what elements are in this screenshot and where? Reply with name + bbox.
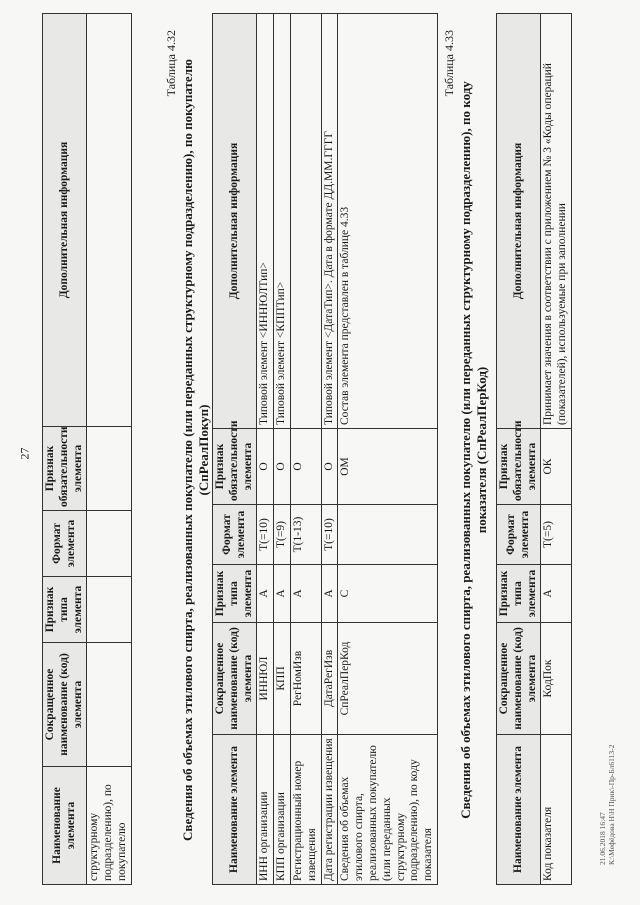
table-cell: ОК <box>541 429 572 505</box>
table-cell: А <box>321 565 338 623</box>
table-cell: О <box>290 429 321 505</box>
table-cell <box>338 505 438 565</box>
table-cell: КПП организации <box>274 735 291 885</box>
table-cell <box>87 577 131 643</box>
col-header: Сокращенное наименование (код) элемента <box>497 623 541 735</box>
table-cell: А <box>541 565 572 623</box>
table-row <box>338 14 438 885</box>
col-header: Признак обязательности элемента <box>213 429 257 505</box>
col-header: Наименование элемента <box>213 735 257 885</box>
table-row <box>257 14 274 885</box>
table-cell: А <box>274 565 291 623</box>
table-cell: Регистрационный номер извещения <box>290 735 321 885</box>
table-cell <box>87 511 131 577</box>
table-header-row <box>43 14 87 885</box>
table-row <box>321 14 338 885</box>
col-header: Признак типа элемента <box>213 565 257 623</box>
table-row <box>290 14 321 885</box>
table-cell: T(1-13) <box>290 505 321 565</box>
col-header: Сокращенное наименование (код) элемента <box>43 643 87 767</box>
table-header-row <box>213 14 257 885</box>
table-title-433: Сведения об объемах этилового спирта, реализованных покупателю (или переданных структурному подразделению), по коду показателя (СпРеалПерКод) <box>458 81 489 819</box>
table-title-432: Сведения об объемах этилового спирта, реализованных покупателю (или переданных структурному подразделению), по покупателю (СпРеалПокуп) <box>180 59 211 841</box>
table-cell: T(=10) <box>257 505 274 565</box>
table-cell: А <box>257 565 274 623</box>
table-cell: T(=5) <box>541 505 572 565</box>
table-cell: T(=9) <box>274 505 291 565</box>
col-header: Признак типа элемента <box>43 577 87 643</box>
table-cell: О <box>274 429 291 505</box>
table-cell: КПП <box>274 623 291 735</box>
table-cell <box>290 14 321 429</box>
table-cell: С <box>338 565 438 623</box>
table-caption-433: Таблица 4.33 <box>442 30 456 97</box>
table-row <box>87 14 131 885</box>
col-header: Формат элемента <box>497 505 541 565</box>
table-cell: Типовой элемент <ИННЮЛТип> <box>257 14 274 429</box>
table-header-row <box>497 14 541 885</box>
table-cell: Типовой элемент <КППТип> <box>274 14 291 429</box>
table-cell: О <box>257 429 274 505</box>
table-continuation <box>42 13 132 885</box>
table-cell: Код показателя <box>541 735 572 885</box>
col-header: Признак обязательности элемента <box>497 429 541 505</box>
col-header: Сокращенное наименование (код) элемента <box>213 623 257 735</box>
table-row <box>541 14 572 885</box>
table-row <box>274 14 291 885</box>
table-cell: СпРеалПерКод <box>338 623 438 735</box>
table-cell: О <box>321 429 338 505</box>
table-cell <box>87 427 131 511</box>
table-cell: А <box>290 565 321 623</box>
table-cell <box>87 14 131 427</box>
table-cell: Типовой элемент <ДатаТип>. Дата в формате ДД.ММ.ГГГГ <box>321 14 338 429</box>
table-cell: ИННЮЛ <box>257 623 274 735</box>
col-header: Наименование элемента <box>43 767 87 885</box>
page-number: 27 <box>17 447 32 460</box>
col-header: Наименование элемента <box>497 735 541 885</box>
table-cell: ИНН организации <box>257 735 274 885</box>
table-cell: Принимает значения в соответствии с приложением № 3 «Коды операций (показателей), используемые при заполнении <box>541 14 572 429</box>
col-header: Формат элемента <box>43 511 87 577</box>
col-header: Дополнительная информация <box>497 14 541 429</box>
col-header: Формат элемента <box>213 505 257 565</box>
table-cell: ДатаРегИзв <box>321 623 338 735</box>
footer-path: К:\Мефёдова Н\Н Прик\-Пр-Бл6113-2 <box>607 744 616 865</box>
table-cell: структурному подразделению), по покупателю <box>87 767 131 885</box>
table-cell: Сведения об объемах этилового спирта, реализованных покупателю (или переданных структурному подразделению), по коду показателя <box>338 735 438 885</box>
table-cell <box>87 643 131 767</box>
footer-stamp <box>598 745 616 865</box>
table-cell: РегНомИзв <box>290 623 321 735</box>
table-4-33 <box>496 13 572 885</box>
table-cell: ОМ <box>338 429 438 505</box>
col-header: Признак обязательности элемента <box>43 427 87 511</box>
table-cell: T(=10) <box>321 505 338 565</box>
footer-date: 21.06.2018 16:47 <box>598 812 607 865</box>
table-cell: КодПок <box>541 623 572 735</box>
table-caption-432: Таблица 4.32 <box>164 30 178 97</box>
col-header: Признак типа элемента <box>497 565 541 623</box>
col-header: Дополнительная информация <box>43 14 87 427</box>
table-cell: Дата регистрации извещения <box>321 735 338 885</box>
table-4-32 <box>212 13 438 885</box>
col-header: Дополнительная информация <box>213 14 257 429</box>
table-cell: Состав элемента представлен в таблице 4.33 <box>338 14 438 429</box>
